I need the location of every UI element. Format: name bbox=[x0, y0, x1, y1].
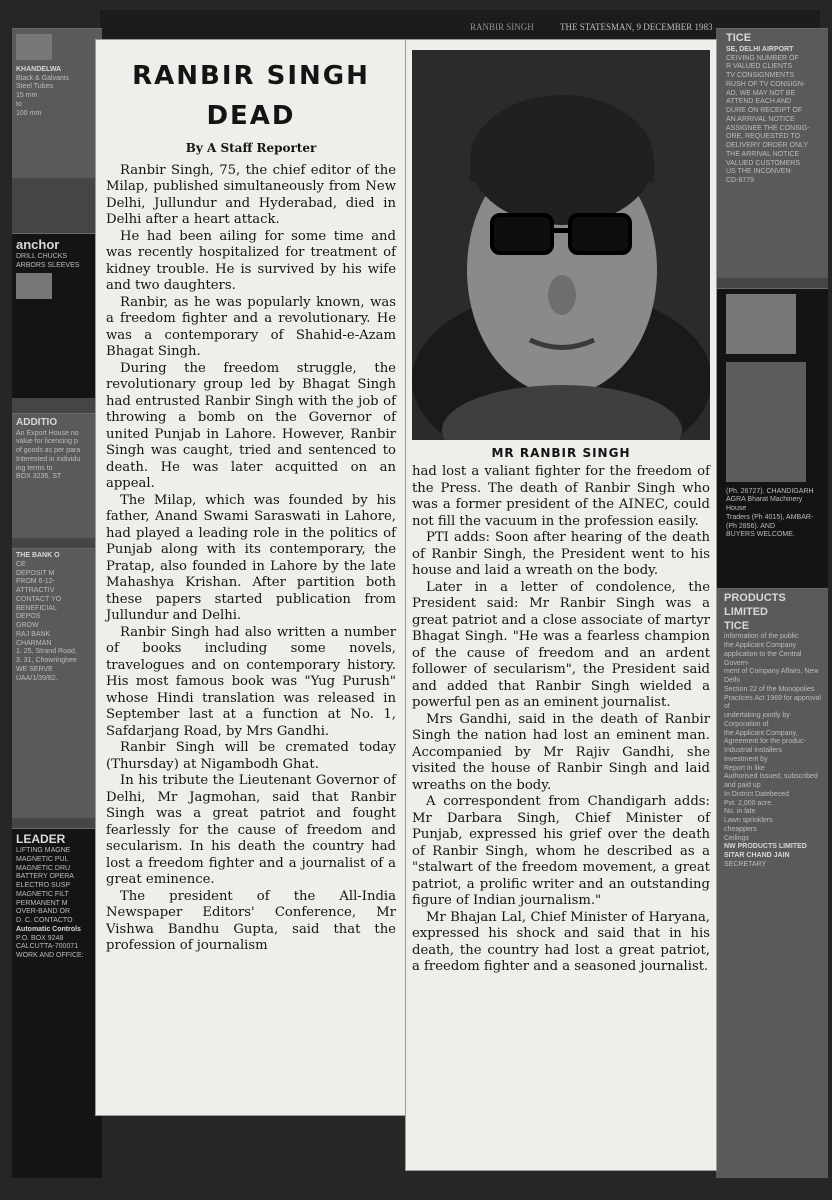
products-line: Pvt. 2,000 acre. bbox=[724, 799, 774, 807]
article-right-column bbox=[406, 40, 716, 1170]
illustrated-ad bbox=[716, 288, 828, 628]
notice-line: ORE, REQUESTED TO bbox=[726, 133, 801, 141]
products-line: No. in late bbox=[724, 808, 756, 816]
article-paragraph: Ranbir Singh will be cremated today (Thursday) at Nigambodh Ghat. bbox=[106, 740, 396, 772]
bank-title: THE BANK O bbox=[16, 552, 60, 559]
khandelwal-ad bbox=[12, 28, 102, 178]
products-line: undertaking jointly by bbox=[724, 712, 790, 719]
notice-line: DURE ON RECEIPT OF bbox=[726, 107, 803, 114]
addition-line: An Export House no bbox=[16, 429, 79, 437]
notice-line: TV CONSIGNMENTS bbox=[726, 72, 795, 79]
products-line: Section 22 of the Monopolies bbox=[724, 685, 815, 693]
article-paragraph: He had been ailing for some time and was recently hospitalized for treatment of kidney trouble. He is survived by his wife and two daughters. bbox=[106, 228, 396, 294]
article-paragraph: Ranbir Singh had also written a number of books including some novels, travelogues and on contemporary history. His most famous book was "Yug Purush" whose Hindi translation was released in September last at a function at No. 1, Safdarjang Road, by Mrs Gandhi. bbox=[106, 624, 396, 739]
products-line: SECRETARY bbox=[724, 860, 767, 868]
article-paragraph: Ranbir Singh, 75, the chief editor of the Milap, published simultaneously from New Delhi, Jullundur and Hyderabad, died in Delhi after a heart attack. bbox=[106, 162, 396, 228]
addition-line: of goods as per para bbox=[16, 447, 81, 454]
chandigarh-line: Traders (Ph 4015), AMBAR- bbox=[726, 513, 814, 521]
notice-line: AN ARRIVAL NOTICE bbox=[726, 115, 795, 123]
notice-sub: SE, DELHI AIRPORT bbox=[726, 45, 794, 53]
headline-line: DEAD bbox=[206, 101, 296, 132]
khandelwal-line: 15 mm bbox=[16, 92, 38, 99]
leader-line: MAGNETIC DRU bbox=[16, 864, 71, 872]
airport-notice-ad bbox=[716, 28, 828, 278]
products-line: In District Datebeced bbox=[724, 790, 789, 798]
products-line: ment of Company Affairs, New Delhi bbox=[724, 668, 819, 684]
bank-line: DEPOS bbox=[16, 613, 41, 621]
products-line: Investment by bbox=[724, 755, 768, 763]
chandigarh-line: BUYERS WELCOME. bbox=[726, 531, 795, 539]
leader-line: PERMANENT M bbox=[16, 899, 68, 907]
bank-line: CE bbox=[16, 560, 26, 568]
logo-icon bbox=[16, 34, 52, 60]
products-title: PRODUCTS LIMITED bbox=[724, 592, 786, 618]
products-line: Corporation of bbox=[724, 720, 769, 728]
products-line: Practices Act 1969 for approval of bbox=[724, 694, 821, 711]
anchor-line: DRILL CHUCKS bbox=[16, 253, 68, 261]
chandigarh-line: AGRA Bharat Machinery House bbox=[726, 496, 803, 512]
khandelwal-line: Black & Galvanis bbox=[16, 74, 69, 82]
article-paragraph: During the freedom struggle, the revolutionary group led by Bhagat Singh had entrusted Ranbir Singh with the job of throwing a bomb on the Governor of united Punjab in Lahore. However, Ranbir Singh was caught, tried and sentenced to death. He was later acquitted on an appeal. bbox=[106, 360, 396, 492]
leader-line: Automatic Controls bbox=[16, 925, 81, 933]
khandelwal-line: Steel Tubes bbox=[16, 83, 53, 91]
chandigarh-line: (Ph 2856). AND bbox=[726, 522, 776, 530]
leader-line: D. C. CONTACTO bbox=[16, 917, 73, 924]
products-line: the Applicant Company bbox=[724, 642, 796, 649]
article-paragraph: Mr Bhajan Lal, Chief Minister of Haryana, expressed his shock and said that in his death, the country had lost a great patriot, a freedom fighter and a seasoned journalist. bbox=[412, 909, 710, 974]
article-paragraph: PTI adds: Soon after hearing of the death of Ranbir Singh, the President went to his house and laid a wreath on the body. bbox=[412, 530, 710, 578]
photo-caption: MR RANBIR SINGH bbox=[491, 446, 631, 460]
left-advertisement-column bbox=[12, 28, 102, 1178]
article-paragraph: In his tribute the Lieutenant Governor of Delhi, Mr Jagmohan, said that Ranbir Singh was a great patriot and fought fearlessly for the cause of freedom and secularism. In his death the country had lost a freedom fighter and a journalist of a great eminence. bbox=[106, 773, 396, 888]
bank-line: WE SERVE bbox=[16, 665, 53, 673]
anchor-ad bbox=[12, 233, 102, 398]
addition-line: Interested in individu bbox=[16, 455, 81, 463]
bank-line: CONTACT YO bbox=[16, 595, 62, 603]
article-paragraph: Ranbir, as he was popularly known, was a freedom fighter and a revolutionary. He was a contemporary of Shahid-e-Azam Bhagat Singh. bbox=[106, 294, 396, 360]
bank-line: ATTRACTIV bbox=[16, 587, 55, 594]
addition-line: BOX 3235, ST bbox=[16, 473, 62, 481]
woman-illustration-icon bbox=[726, 294, 796, 354]
notice-line: US THE INCONVEN- bbox=[726, 168, 793, 176]
notice-line: THE ARRIVAL NOTICE bbox=[726, 150, 800, 158]
article-left-column bbox=[96, 40, 406, 1115]
bank-line: 3. 31, Chowringhee bbox=[16, 657, 77, 664]
article-paragraph: Mrs Gandhi, said in the death of Ranbir Singh the nation had lost an eminent man. Accompanied by Mr Rajiv Gandhi, she visited the house of Ranbir Singh and laid wreaths on the body. bbox=[412, 711, 710, 793]
portrait-photo bbox=[412, 50, 710, 440]
bank-line: RAJ BANK bbox=[16, 630, 51, 638]
bank-line: FROM 6-12- bbox=[16, 578, 55, 586]
drill-chuck-icon bbox=[16, 273, 52, 299]
products-line: SITAR CHAND JAIN bbox=[724, 852, 790, 859]
notice-line: RUSH OF TV CONSIGN- bbox=[726, 80, 806, 88]
products-line: application to the Central Govern- bbox=[724, 650, 802, 667]
notice-line: VALUED CUSTOMERS bbox=[726, 159, 801, 167]
right-advertisement-column bbox=[716, 28, 828, 1178]
leader-line: ELECTRO SUSP bbox=[16, 882, 71, 889]
bank-line: BENEFICIAL bbox=[16, 604, 57, 612]
bank-line: GROW bbox=[16, 622, 39, 629]
anchor-line: ARBORS SLEEVES bbox=[16, 262, 80, 269]
notice-line: CD-8779 bbox=[726, 177, 755, 184]
products-sub: TICE bbox=[724, 619, 750, 632]
products-line: Industrial installers bbox=[724, 747, 782, 754]
chandigarh-line: (Ph. 26727). CHANDIGARH bbox=[726, 487, 814, 495]
byline: By A Staff Reporter bbox=[185, 140, 317, 155]
addition-line: ing terms to bbox=[16, 464, 53, 472]
anchor-title: anchor bbox=[16, 237, 60, 252]
notice-title: TICE bbox=[726, 32, 752, 44]
products-line: NW PRODUCTS LIMITED bbox=[724, 843, 807, 851]
addition-line: value for licencing p bbox=[16, 438, 78, 446]
bank-line: DEPOSIT M bbox=[16, 569, 55, 577]
products-line: Report in like bbox=[724, 764, 765, 772]
leader-line: CALCUTTA-700071 WORK AND OFFICE: bbox=[16, 943, 84, 959]
products-line: information of the public bbox=[724, 633, 799, 641]
leader-line: P.O. BOX 9248 bbox=[16, 934, 64, 942]
leader-ad bbox=[12, 828, 102, 1178]
article-paragraph: The Milap, which was founded by his father, Anand Swami Saraswati in Lahore, had played a leading role in the politics of Punjab along with its contemporary, the Pratap, also founded in Lahore by the late Mahashya Krishan. After partition both these papers started publication from Jullundur and Delhi. bbox=[106, 492, 396, 624]
headline bbox=[106, 56, 396, 137]
addition-ad bbox=[12, 413, 102, 538]
date-line: THE STATESMAN, 9 DECEMBER 1983 bbox=[560, 22, 713, 32]
notice-line: R VALUED CLIENTS bbox=[726, 63, 792, 71]
khandelwal-line: 100 mm bbox=[16, 109, 42, 117]
article-paragraph: Later in a letter of condolence, the President said: Mr Ranbir Singh was a great patriot and a close associate of martyr Bhagat Singh. "He was a fearless champion of the cause of freedom and an ardent follower of secularism", the President said and added that Ranbir Singh wielded a powerful pen as an eminent journalist. bbox=[412, 579, 710, 710]
shelving-illustration-icon bbox=[726, 362, 806, 482]
products-line: the Applicant Company, bbox=[724, 729, 798, 737]
leader-title: LEADER bbox=[16, 832, 66, 846]
notice-line: ATTEND EACH AND bbox=[726, 98, 792, 106]
products-line: Authorised Issued, subscribed and paid up bbox=[724, 773, 818, 789]
products-line: Agreement for the produc- bbox=[724, 738, 806, 746]
article-paragraph: A correspondent from Chandigarh adds: Mr Darbara Singh, Chief Minister of Punjab, expressed his grief over the death of Ranbir Singh, whom he described as a "stalwart of the freedom movement, a great patriot, a prolific writer and an outstanding figure of Indian journalism." bbox=[412, 794, 710, 908]
leader-line: LIFTING MAGNE bbox=[16, 847, 71, 854]
notice-line: AD, WE MAY NOT BE bbox=[726, 89, 796, 97]
products-line: Lawn sprinklers bbox=[724, 817, 773, 824]
leader-line: MAGNETIC PUL bbox=[16, 855, 69, 863]
leader-line: MAGNETIC FILT bbox=[16, 890, 69, 898]
article-paragraph: had lost a valiant fighter for the freedom of the Press. The death of Ranbir Singh who was a former president of the AINEC, could not fill the vacuum in the profession easily. bbox=[412, 464, 710, 529]
notice-line: ASSIGNEE THE CONSIG- bbox=[726, 124, 810, 132]
bank-line: CHARMAN bbox=[16, 639, 52, 647]
bank-line: 1. 25, Strand Road, bbox=[16, 648, 77, 656]
portrait-illustration bbox=[412, 50, 710, 440]
products-line: cheappers bbox=[724, 825, 757, 833]
notice-line: DELIVERY ORDER ONLY bbox=[726, 142, 809, 149]
leader-line: BATTERY OPERA bbox=[16, 873, 74, 881]
khandelwal-title: KHANDELWA bbox=[16, 65, 62, 73]
khandelwal-line: to bbox=[16, 100, 22, 108]
headline-line: RANBIR SINGH bbox=[132, 61, 370, 91]
products-line: Ceilings bbox=[724, 834, 749, 842]
leader-line: OVER-BAND OR bbox=[16, 908, 71, 916]
page-mark: RANBIR SINGH bbox=[470, 22, 534, 32]
products-notice-ad bbox=[716, 588, 828, 1178]
notice-line: CEIVING NUMBER OF bbox=[726, 54, 799, 62]
bank-ad bbox=[12, 548, 102, 818]
bank-line: UAA/1/39/82. bbox=[16, 674, 58, 682]
article-paragraph: The president of the All-India Newspaper Editors' Conference, Mr Vishwa Bandhu Gupta, said that the profession of journalism bbox=[106, 888, 396, 954]
addition-title: ADDITIO bbox=[16, 417, 58, 428]
